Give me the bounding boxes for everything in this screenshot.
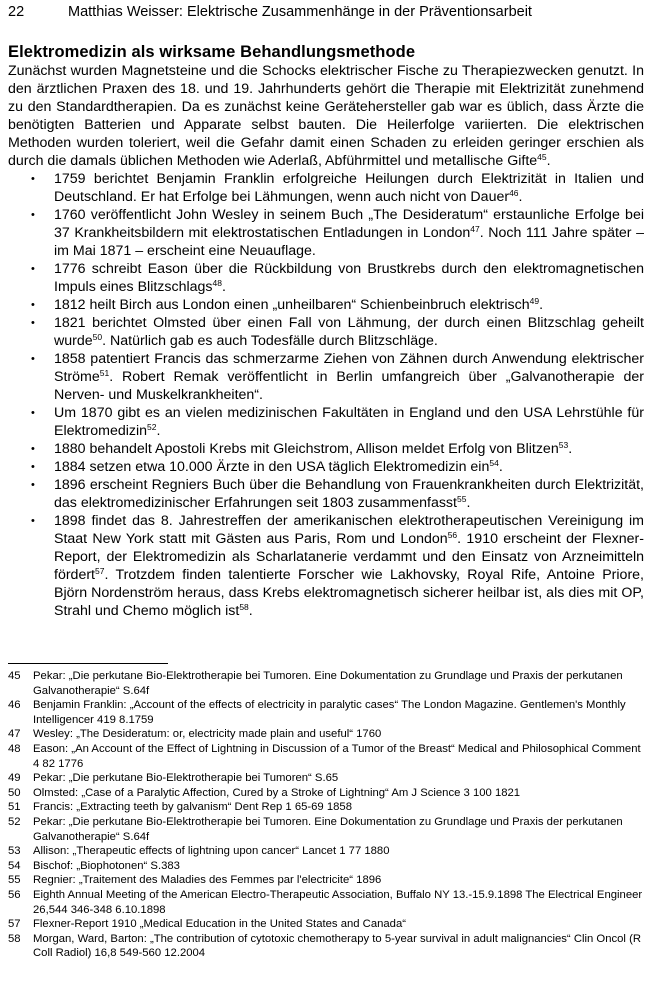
list-item: • Um 1870 gibt es an vielen medizinischen Fakultäten in England und den USA Lehrstühle für Elektromedizin$^{52}$. — [31, 405, 644, 439]
footnote-number: 53 — [8, 845, 21, 858]
footnote — [8, 815, 644, 844]
section-title: Elektromedizin als wirksame Behandlungsmethode — [8, 43, 416, 61]
bullet-icon: • — [31, 353, 35, 365]
footnote — [8, 888, 644, 917]
footnote-ref[interactable]: 51 — [99, 368, 110, 378]
footnote-ref[interactable]: 58 — [239, 602, 249, 612]
footnote-number: 57 — [8, 918, 21, 931]
list-item: • 1760 veröffentlicht John Wesley in seinem Buch „The Desideratum“ erstaunliche Erfolge bei 37 Krankheitsbildern mit elektrostatischen Entladungen in London$^{47}$. Noch 111 Jahre später – im Mai 1871 – erscheint eine Neuauflage. — [31, 207, 644, 259]
footnote — [8, 859, 644, 874]
footnote-number: 46 — [8, 699, 21, 712]
list-item: • 1776 schreibt Eason über die Rückbildung von Brustkrebs durch den elektromagnetischen Impuls eines Blitzschlags$^{48}$. — [31, 261, 644, 295]
list-item: • 1858 patentiert Francis das schmerzarme Ziehen von Zähnen durch Anwendung elektrischer Ströme$^{51}$. Robert Remak veröffentlicht in Berlin umfangreich über „Galvanotherapie der Nerven- und Muskelkrankheiten“. — [31, 351, 644, 403]
footnote-ref[interactable]: 46 — [509, 188, 519, 198]
footnote — [8, 873, 644, 888]
footnote-text: Pekar: „Die perkutane Bio-Elektrotherapie bei Tumoren“ S.65 — [33, 772, 339, 785]
footnote-ref[interactable]: 45 — [537, 152, 547, 162]
footnote — [8, 742, 644, 771]
bullet-icon: • — [31, 299, 35, 311]
footnote-text: Bischof: „Biophotonen“ S.383 — [33, 859, 180, 872]
footnote-number: 48 — [8, 742, 21, 755]
bullet-icon: • — [31, 515, 35, 527]
footnote-number: 58 — [8, 932, 21, 945]
footnote — [8, 800, 644, 815]
footnote — [8, 669, 644, 698]
footnote-divider — [8, 663, 168, 664]
footnote-text: Olmsted: „Case of a Paralytic Affection, Cured by a Stroke of Lightning“ Am J Science 3 100 1821 — [33, 786, 521, 799]
footnote-text: Pekar: „Die perkutane Bio-Elektrotherapie bei Tumoren. Eine Dokumentation zu Grundlage und Praxis der perkutanen Galvanotherapie“ S.64f — [33, 670, 623, 697]
footnote-ref[interactable]: 50 — [92, 332, 103, 342]
footnote — [8, 771, 644, 786]
footnote-number: 52 — [8, 815, 21, 828]
footnote — [8, 727, 644, 742]
bullet-icon: • — [31, 173, 35, 185]
footnote-ref[interactable]: 55 — [456, 494, 467, 504]
footnote-ref[interactable]: 48 — [212, 278, 222, 288]
intro-paragraph: Zunächst wurden Magnetsteine und die Schocks elektrischer Fische zu Therapiezwecken genutzt. In den ärztlichen Praxen des 18. und 19. Jahrhunderts gehört die Therapie mit Elektrizität zunehmend zu den Standardtherapien. Da es zunächst keine Gerätehersteller gab war es üblich, dass Ärzte die benötigten Batterien und Apparate selbst bauten. Die Heilerfolge variierten. Die elektrischen Methoden wurden toleriert, weil die Gefahr damit einen Schaden zu erleiden geringer erschien als durch die damals üblichen Methoden wie Aderlaß, Abführmittel und metallische Gifte$^{45}$. — [8, 63, 644, 169]
footnote-text: Eighth Annual Meeting of the American Electro-Therapeutic Association, Buffalo NY 13.-15.9.1898 The Electrical Engineer 26,544 346-348 6.10.1898 — [33, 888, 643, 916]
footnote — [8, 917, 644, 932]
footnote — [8, 844, 644, 859]
running-title: Matthias Weisser: Elektrische Zusammenhänge in der Präventionsarbeit — [68, 4, 532, 20]
list-item: • 1896 erscheint Regniers Buch über die Behandlung von Frauenkrankheiten durch Elektrizität, das elektromedizinischer Erfahrungen seit 1803 zusammenfasst$^{55}$. — [31, 477, 644, 511]
list-item: • 1898 findet das 8. Jahrestreffen der amerikanischen elektrotherapeutischen Vereinigung im Staat New York statt mit Gästen aus Paris, Rom und London$^{56}$. 1910 erscheint der Flexner-Report, der Elektromedizin als Scharlatanerie verdammt und den Einsatz von Arzneimitteln fördert$^{57}$. Trotzdem finden talentierte Forscher wie Lakhovsky, Royal Rife, Antoine Priore, Björn Nordenström heraus, dass Krebs elektromagnetisch sicherer heilbar ist, als dies mit OP, Strahl und Chemo möglich ist$^{58}$. — [31, 513, 644, 619]
bullet-icon: • — [31, 407, 35, 419]
footnote-text: Benjamin Franklin: „Account of the effects of electricity in paralytic cases“ The London Magazine. Gentlemen's Monthly Intelligencer 419 8.1759 — [33, 699, 626, 726]
footnote-ref[interactable]: 49 — [529, 296, 540, 306]
main-content — [8, 42, 644, 620]
footnote-ref[interactable]: 53 — [558, 440, 569, 450]
timeline-list — [8, 170, 644, 620]
footnote-ref[interactable]: 52 — [147, 422, 157, 432]
footnote-text: Allison: „Therapeutic effects of lightning upon cancer“ Lancet 1 77 1880 — [33, 845, 390, 858]
list-item: • 1884 setzen etwa 10.000 Ärzte in den USA täglich Elektromedizin ein$^{54}$. — [31, 458, 503, 475]
bullet-icon: • — [31, 443, 35, 455]
footnote-number: 45 — [8, 670, 21, 682]
running-header — [8, 2, 644, 22]
bullet-icon: • — [31, 479, 35, 491]
list-item: • 1880 behandelt Apostoli Krebs mit Gleichstrom, Allison meldet Erfolg von Blitzen$^{53}$. — [31, 440, 573, 457]
bullet-icon: • — [31, 461, 35, 473]
footnote-number: 56 — [8, 888, 21, 901]
footnote-number: 55 — [8, 874, 21, 887]
footnote-text: Francis: „Extracting teeth by galvanism“ Dent Rep 1 65-69 1858 — [33, 801, 352, 814]
bullet-icon: • — [31, 209, 35, 221]
bullet-icon: • — [31, 317, 35, 329]
footnote-text: Pekar: „Die perkutane Bio-Elektrotherapie bei Tumoren. Eine Dokumentation zu Grundlage und Praxis der perkutanen Galvanotherapie“ S.64f — [33, 815, 623, 843]
footnote-ref[interactable]: 47 — [470, 224, 480, 234]
page-number: 22 — [8, 4, 25, 20]
intro-text: Zunächst wurden Magnetsteine und die Schocks elektrischer Fische zu Therapiezwecken genutzt. In den ärztlichen Praxen des 18. und 19. Jahrhunderts gehört die Therapie mit Elektrizität zunehmend zu den Standardtherapien. Da es zunächst keine Gerätehersteller gab war es üblich, dass Ärzte die benötigten Batterien und Apparate selbst bauten. Die Heilerfolge variierten. Die elektrischen Methoden wurden toleriert, weil die Gefahr damit einen Schaden zu erleiden geringer erschien als durch die damals üblichen Methoden wie Aderlaß, Abführmittel und metallische Gifte — [8, 63, 644, 169]
footnote-ref[interactable]: 57 — [95, 566, 105, 576]
list-item: • 1759 berichtet Benjamin Franklin erfolgreiche Heilungen durch Elektrizität in Italien und Deutschland. Er hat Erfolge bei Lähmungen, wenn auch nicht von Dauer$^{46}$. — [31, 171, 644, 205]
footnote-text: Regnier: „Traitement des Maladies des Femmes par l'electricite“ 1896 — [33, 874, 382, 887]
footnote-number: 49 — [8, 772, 21, 785]
footnote-text: Eason: „An Account of the Effect of Lightning in Discussion of a Tumor of the Breast“ Medical and Philosophical Comment 4 82 1776 — [33, 742, 641, 770]
footnote-text: Morgan, Ward, Barton: „The contribution of cytotoxic chemotherapy to 5-year survival in adult malignancies“ Clin Oncol (R Coll Radiol) 16,8 549-560 12.2004 — [33, 932, 641, 960]
footnote — [8, 786, 644, 801]
footnote-number: 47 — [8, 728, 21, 741]
footnotes — [8, 669, 644, 961]
list-item: • 1821 berichtet Olmsted über einen Fall von Lähmung, der durch einen Blitzschlag geheilt wurde$^{50}$. Natürlich gab es auch Todesfälle durch Blitzschläge. — [31, 315, 644, 349]
footnote — [8, 932, 644, 961]
footnote-number: 50 — [8, 786, 21, 799]
footnote-text: Wesley: „The Desideratum: or, electricity made plain and useful“ 1760 — [33, 728, 382, 741]
footnote — [8, 698, 644, 727]
footnote-ref[interactable]: 56 — [447, 530, 458, 540]
footnote-ref[interactable]: 54 — [489, 458, 499, 468]
footnote-number: 51 — [8, 801, 21, 814]
footnote-number: 54 — [8, 859, 21, 872]
bullet-icon: • — [31, 263, 35, 275]
footnote-text: Flexner-Report 1910 „Medical Education in the United States and Canada“ — [33, 918, 407, 931]
list-item: • 1812 heilt Birch aus London einen „unheilbaren“ Schienbeinbruch elektrisch$^{49}$. — [31, 296, 544, 313]
